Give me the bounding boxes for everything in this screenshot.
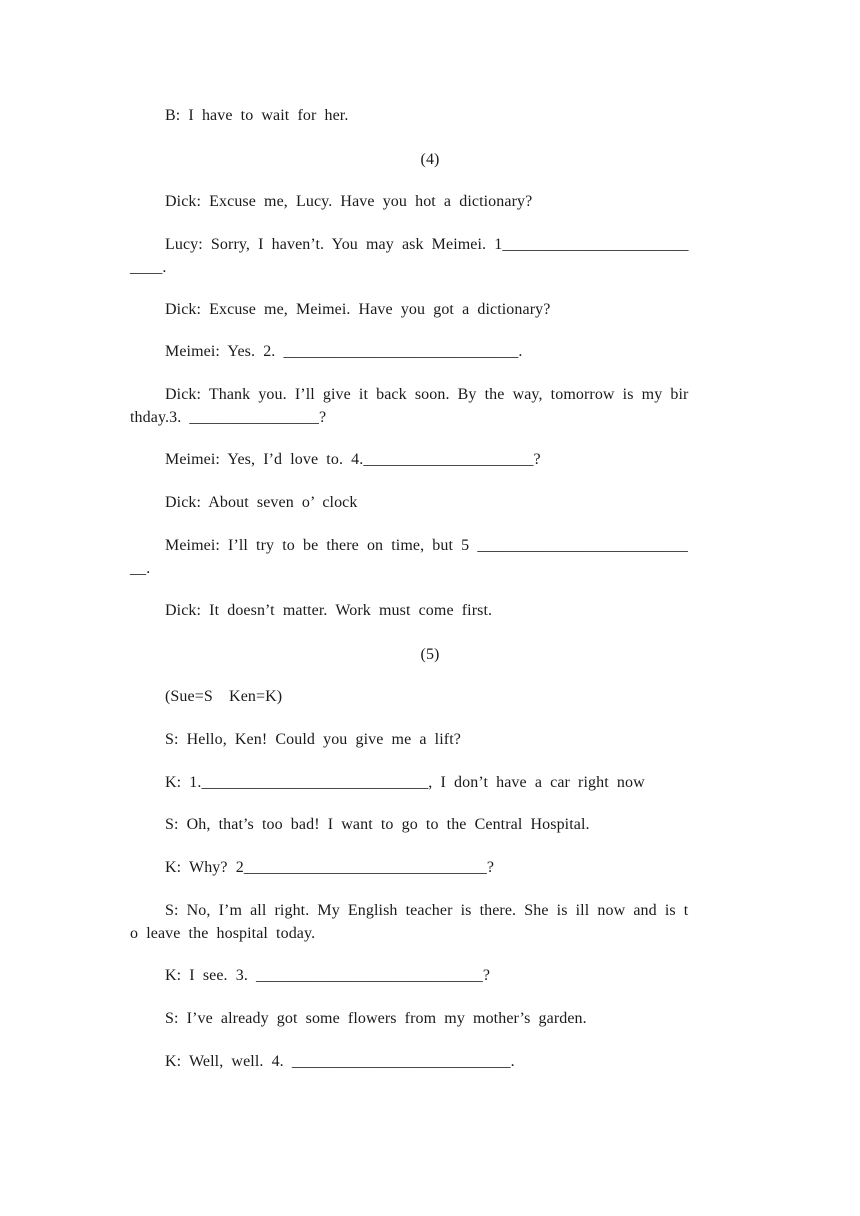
dialogue-5-line-4: K: Why? 2______________________________? [165,859,495,876]
dialogue-4-line-6: Meimei: Yes, I’d love to. 4._____________________? [165,451,541,468]
dialogue-4-line-8-cont: __. [130,560,151,577]
dialogue-4-line-8: Meimei: I’ll try to be there on time, but 5 __________________________ [165,537,688,554]
dialogue-5-line-1: S: Hello, Ken! Could you give me a lift? [165,731,461,748]
dialogue-4-line-1: Dick: Excuse me, Lucy. Have you hot a dictionary? [165,193,533,210]
dialogue-5-line-6: K: I see. 3. ____________________________? [165,967,491,984]
dialogue-4-heading: (4) [420,151,440,168]
dialogue-5-roles: (Sue=S Ken=K) [165,688,283,705]
dialogue-4-line-2-cont: ____. [130,259,167,276]
dialogue-5-line-2: K: 1.____________________________, I don’t have a car right now [165,774,645,791]
dialogue-5-line-7: S: I’ve already got some flowers from my mother’s garden. [165,1010,587,1027]
dialogue-3-b-line: B: I have to wait for her. [165,107,349,124]
dialogue-4-line-5: Dick: Thank you. I’ll give it back soon. By the way, tomorrow is my bir [165,386,689,403]
dialogue-4-line-9: Dick: It doesn’t matter. Work must come first. [165,602,493,619]
dialogue-4-line-4: Meimei: Yes. 2. _____________________________. [165,343,523,360]
dialogue-4-line-5-cont: thday.3. ________________? [130,409,327,426]
dialogue-5-heading: (5) [420,646,440,663]
dialogue-4-line-2: Lucy: Sorry, I haven’t. You may ask Meimei. 1_______________________ [165,236,689,253]
dialogue-4-line-3: Dick: Excuse me, Meimei. Have you got a dictionary? [165,301,551,318]
dialogue-5-line-5: S: No, I’m all right. My English teacher is there. She is ill now and is t [165,902,689,919]
dialogue-5-line-3: S: Oh, that’s too bad! I want to go to the Central Hospital. [165,816,590,833]
dialogue-5-line-5-cont: o leave the hospital today. [130,925,316,942]
dialogue-5-line-8: K: Well, well. 4. ___________________________. [165,1053,515,1070]
dialogue-4-line-7: Dick: About seven o’ clock [165,494,358,511]
